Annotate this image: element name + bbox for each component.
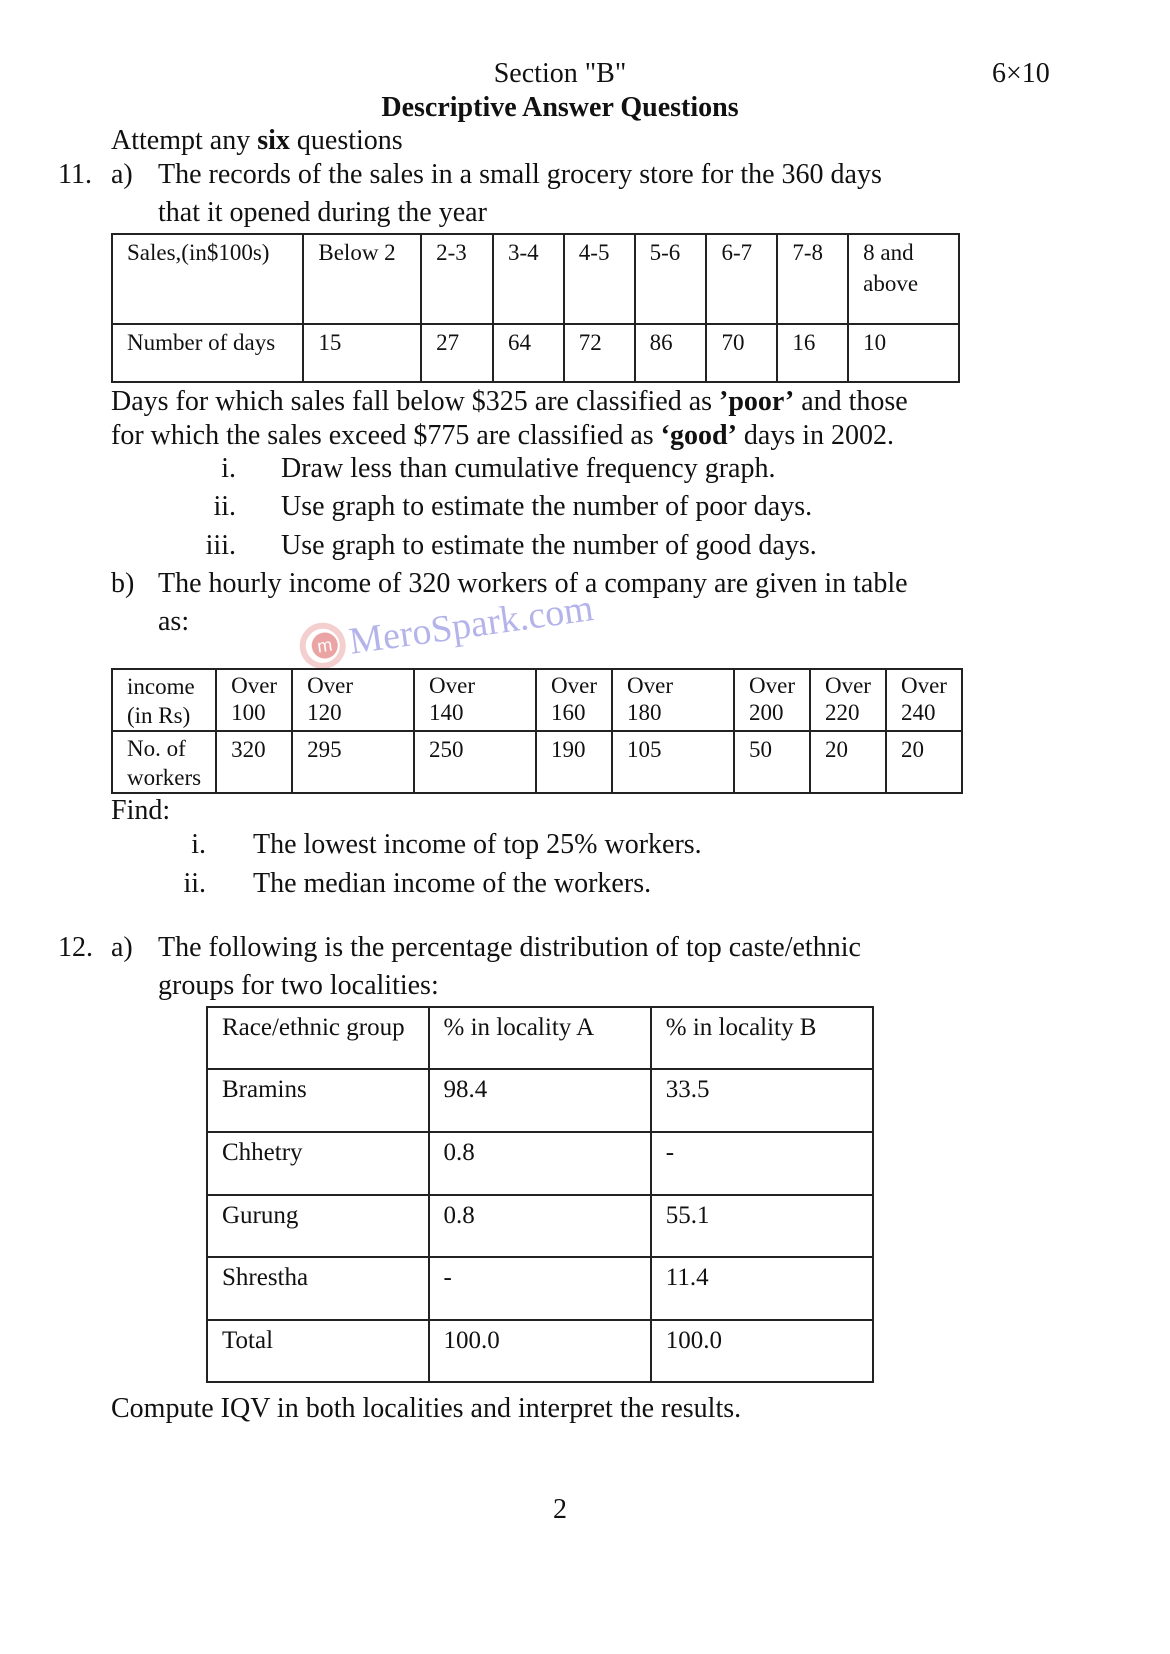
q11-paragraph-line1 [111, 384, 908, 420]
ethnic-table [206, 1006, 874, 1383]
marks-label: 6×10 [992, 58, 1050, 89]
table-cell: 250 [414, 731, 536, 793]
table-cell: 6-7 [706, 234, 777, 324]
table-row [207, 1132, 873, 1195]
table-header-cell: % in locality A [429, 1007, 651, 1069]
table-cell: Total [207, 1320, 429, 1382]
table-cell: 4-5 [564, 234, 635, 324]
watermark-text: MeroSpark.com [346, 587, 596, 663]
question-number-11: 11. [58, 159, 92, 190]
table-cell: 15 [303, 324, 421, 382]
table-cell: 100.0 [651, 1320, 873, 1382]
table-cell: Sales,(in$100s) [112, 234, 303, 324]
q12-a-text-line1: The following is the percentage distribution of top caste/ethnic [158, 932, 861, 963]
table-cell: Shrestha [207, 1257, 429, 1320]
sub-item-text: Use graph to estimate the number of poor days. [281, 491, 813, 522]
table-cell: 16 [777, 324, 848, 382]
table-cell: 55.1 [651, 1195, 873, 1257]
table-cell: 33.5 [651, 1069, 873, 1132]
table-cell: 190 [536, 731, 612, 793]
table-cell: Over 220 [810, 669, 886, 731]
q11-a-text-line2: that it opened during the year [158, 197, 487, 228]
sub-item-number: iii. [205, 530, 236, 561]
sales-table-row [112, 234, 959, 324]
table-cell: 295 [292, 731, 414, 793]
para-text: for which the sales exceed $775 are classified as [111, 420, 661, 451]
table-cell: 100.0 [429, 1320, 651, 1382]
find-label: Find: [111, 795, 171, 826]
table-cell: Bramins [207, 1069, 429, 1132]
table-cell: 20 [810, 731, 886, 793]
table-cell: 20 [886, 731, 962, 793]
q12-closing-text: Compute IQV in both localities and interpret the results. [111, 1393, 742, 1424]
page-number: 2 [553, 1494, 567, 1525]
table-cell: - [429, 1257, 651, 1320]
table-cell: 3-4 [493, 234, 564, 324]
table-row [207, 1320, 873, 1382]
table-cell: 72 [564, 324, 635, 382]
table-cell: Gurung [207, 1195, 429, 1257]
table-cell: 27 [421, 324, 493, 382]
para-text: days in 2002. [736, 420, 895, 451]
page-subtitle: Descriptive Answer Questions [381, 92, 739, 123]
table-cell: 98.4 [429, 1069, 651, 1132]
table-cell: - [651, 1132, 873, 1195]
table-cell: 50 [734, 731, 810, 793]
table-cell: Over 140 [414, 669, 536, 731]
watermark-logo-icon [297, 620, 349, 672]
income-table [111, 668, 963, 794]
table-header-cell: Race/ethnic group [207, 1007, 429, 1069]
section-title: Section "B" [493, 58, 627, 89]
table-cell: Over 200 [734, 669, 810, 731]
table-cell: 11.4 [651, 1257, 873, 1320]
ethnic-table-header [207, 1007, 873, 1069]
table-row [207, 1195, 873, 1257]
table-cell: 8 and above [848, 234, 959, 324]
instruction-bold: six [257, 125, 290, 156]
table-cell: No. of workers [112, 731, 216, 793]
table-cell: 86 [635, 324, 707, 382]
find-item-text: The lowest income of top 25% workers. [253, 829, 702, 860]
q11-part-a-label: a) [111, 159, 133, 190]
q11-b-text-line1: The hourly income of 320 workers of a company are given in table [158, 568, 908, 599]
q11-paragraph-line2 [111, 418, 894, 454]
table-cell: Chhetry [207, 1132, 429, 1195]
sub-item-number: ii. [213, 491, 236, 522]
table-cell: 5-6 [635, 234, 707, 324]
para-bold: ’poor’ [719, 386, 795, 417]
para-text: and those [794, 386, 908, 417]
find-item-text: The median income of the workers. [253, 868, 652, 899]
table-row [207, 1069, 873, 1132]
sub-item-text: Draw less than cumulative frequency graph. [281, 453, 776, 484]
find-item-number: ii. [183, 868, 206, 899]
table-cell: 105 [612, 731, 734, 793]
para-bold: ‘good’ [660, 420, 737, 451]
sub-item-text: Use graph to estimate the number of good days. [281, 530, 817, 561]
instruction-text: Attempt any [111, 125, 258, 156]
instruction-text-end: questions [289, 125, 403, 156]
table-cell: Over 120 [292, 669, 414, 731]
table-cell: 70 [706, 324, 777, 382]
table-cell: Below 2 [303, 234, 421, 324]
table-cell: 0.8 [429, 1132, 651, 1195]
instruction [111, 123, 403, 159]
table-cell: income (in Rs) [112, 669, 216, 731]
question-number-12: 12. [58, 932, 93, 963]
table-cell: 2-3 [421, 234, 493, 324]
sales-table [111, 233, 960, 383]
table-cell: 7-8 [777, 234, 848, 324]
table-row [207, 1257, 873, 1320]
find-item-number: i. [191, 829, 206, 860]
q11-b-text-line2: as: [158, 606, 190, 637]
table-cell: 64 [493, 324, 564, 382]
sales-table-row [112, 324, 959, 382]
sub-item-number: i. [221, 453, 236, 484]
table-header-cell: % in locality B [651, 1007, 873, 1069]
table-cell: Over 180 [612, 669, 734, 731]
para-text: Days for which sales fall below $325 are classified as [111, 386, 720, 417]
income-table-row [112, 669, 962, 731]
table-cell: Over 160 [536, 669, 612, 731]
q12-part-a-label: a) [111, 932, 133, 963]
table-cell: 320 [216, 731, 292, 793]
q11-a-text-line1: The records of the sales in a small grocery store for the 360 days [158, 159, 882, 190]
table-cell: 10 [848, 324, 959, 382]
q11-part-b-label: b) [111, 568, 135, 599]
income-table-row [112, 731, 962, 793]
q12-a-text-line2: groups for two localities: [158, 970, 439, 1001]
table-cell: Number of days [112, 324, 303, 382]
table-cell: 0.8 [429, 1195, 651, 1257]
table-cell: Over 240 [886, 669, 962, 731]
table-cell: Over 100 [216, 669, 292, 731]
